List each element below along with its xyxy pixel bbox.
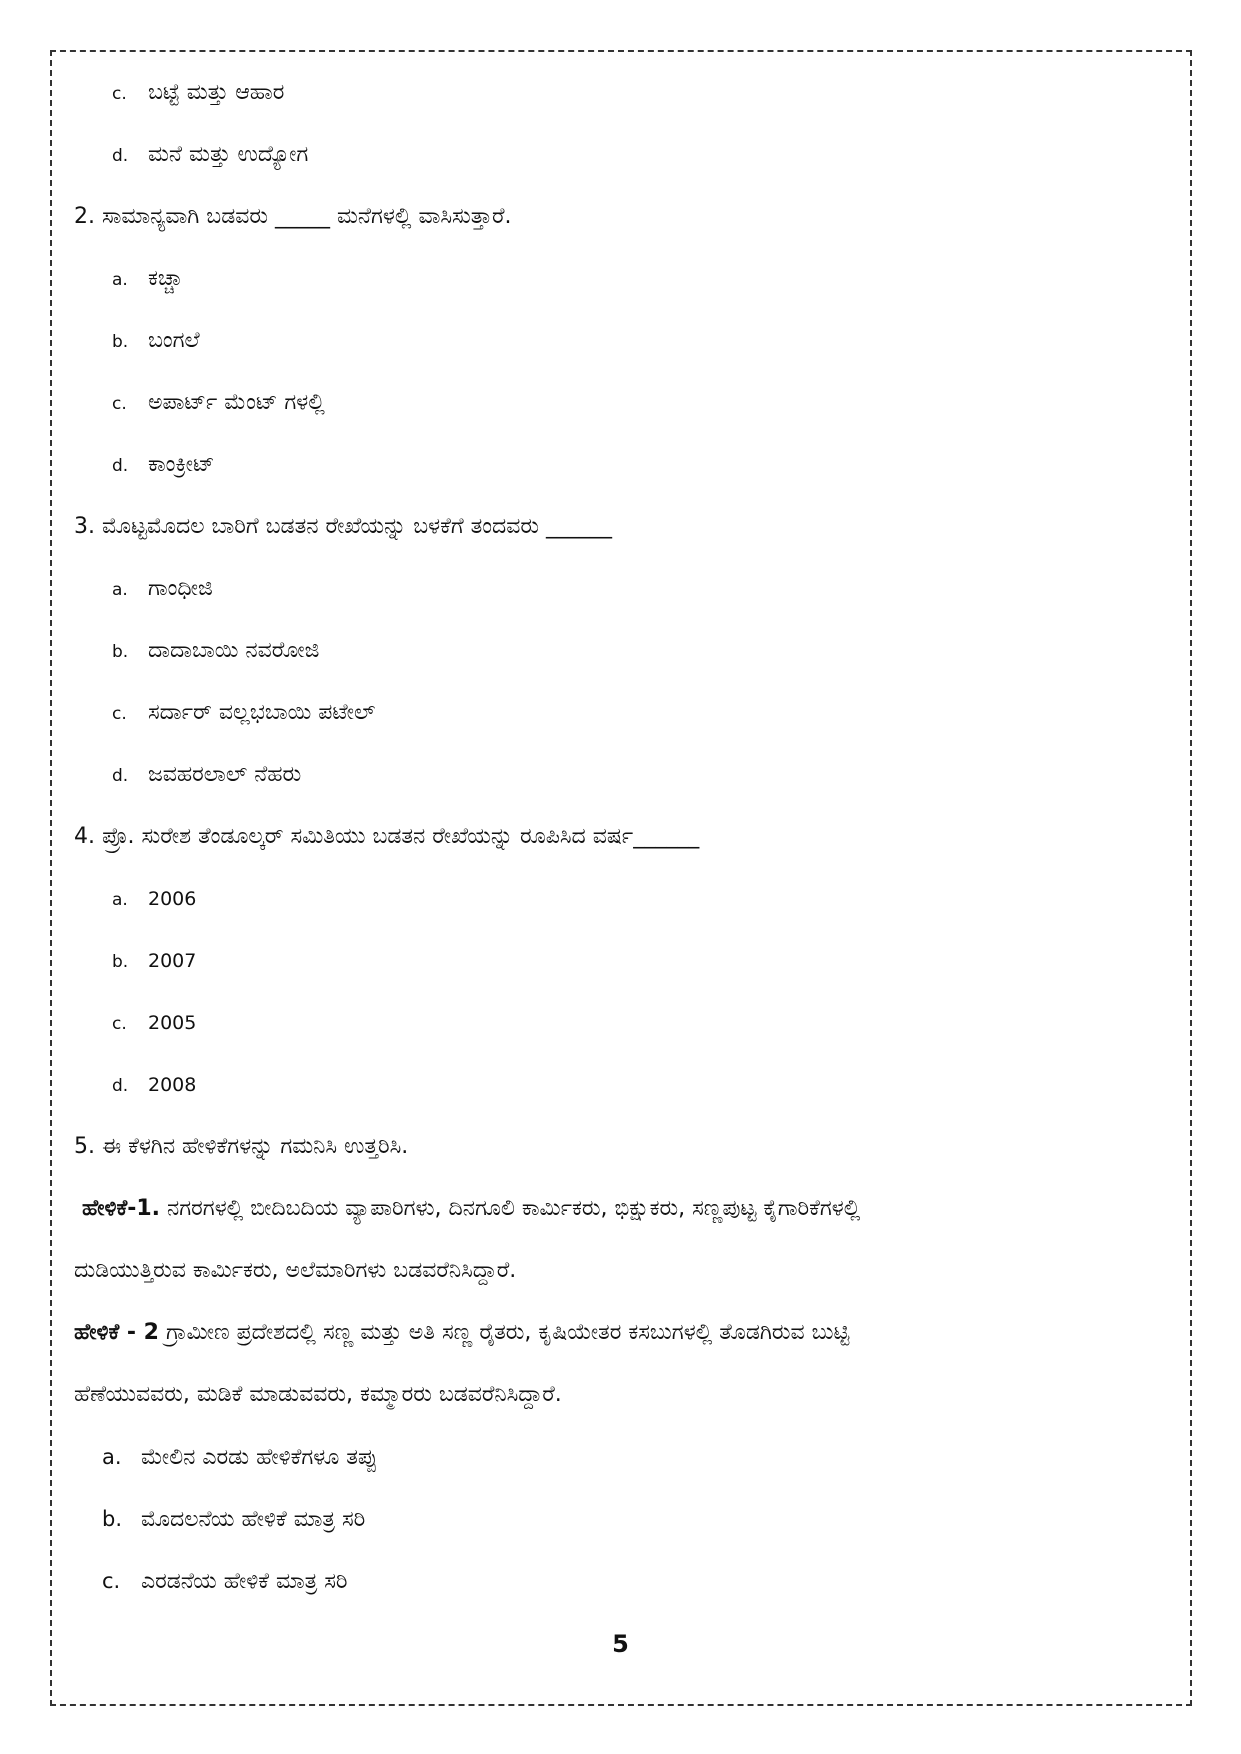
option-text: ಜವಹರಲಾಲ್ ನೆಹರು xyxy=(148,762,302,787)
option-letter: d. xyxy=(112,456,129,476)
option-letter: a. xyxy=(112,270,128,290)
option-text: ಕಾಂಕ್ರೀಟ್ xyxy=(148,452,215,477)
option-letter: c. xyxy=(112,704,127,724)
option-text: ಬಂಗಲೆ xyxy=(148,328,200,353)
option-text: ಗಾಂಧೀಜಿ xyxy=(148,576,213,601)
option-letter: b. xyxy=(102,1507,123,1531)
q3-option-a xyxy=(112,574,213,605)
statement-2-text: ಗ್ರಾಮೀಣ ಪ್ರದೇಶದಲ್ಲಿ ಸಣ್ಣ ಮತ್ತು ಅತಿ ಸಣ್ಣ ರೈತರು, ಕೃಷಿಯೇತರ ಕಸಬುಗಳಲ್ಲಿ ತೊಡಗಿರುವ ಬುಟ್ಟಿ xyxy=(159,1320,850,1345)
option-letter: c. xyxy=(112,84,127,104)
q3-option-c xyxy=(112,698,375,729)
option-text: ಅಪಾರ್ಟ್ ಮೆಂಟ್ ಗಳಲ್ಲಿ xyxy=(148,390,325,415)
option-text: ಬಟ್ಟೆ ಮತ್ತು ಆಹಾರ xyxy=(148,80,285,105)
option-text: ಮೊದಲನೆಯ ಹೇಳಿಕೆ ಮಾತ್ರ ಸರಿ xyxy=(141,1507,366,1532)
option-text: 2006 xyxy=(148,888,197,910)
option-text: 2005 xyxy=(148,1012,197,1034)
q5-option-c xyxy=(102,1566,348,1597)
option-text: ಎರಡನೆಯ ಹೇಳಿಕೆ ಮಾತ್ರ ಸರಿ xyxy=(141,1569,348,1594)
option-text: ಮನೆ ಮತ್ತು ಉದ್ಯೋಗ xyxy=(148,142,309,167)
q2-option-a xyxy=(112,264,183,295)
question-5: 5. ಈ ಕೆಳಗಿನ ಹೇಳಿಕೆಗಳನ್ನು ಗಮನಿಸಿ ಉತ್ತರಿಸಿ. xyxy=(74,1134,409,1159)
option-letter: d. xyxy=(112,146,129,166)
option-letter: c. xyxy=(112,394,127,414)
q3-option-d xyxy=(112,760,301,791)
option-letter: d. xyxy=(112,1076,129,1096)
statement-2-line-1 xyxy=(74,1318,849,1348)
q4-option-b xyxy=(112,946,196,977)
option-text: ಮೇಲಿನ ಎರಡು ಹೇಳಿಕೆಗಳೂ ತಪ್ಪು xyxy=(141,1445,378,1470)
option-letter: a. xyxy=(102,1445,122,1469)
q2-option-b xyxy=(112,326,200,357)
option-letter: a. xyxy=(112,580,128,600)
statement-1-text: ನಗರಗಳಲ್ಲಿ ಬೀದಿಬದಿಯ ವ್ಯಾಪಾರಿಗಳು, ದಿನಗೂಲಿ ಕಾರ್ಮಿಕರು, ಭಿಕ್ಷುಕರು, ಸಣ್ಣಪುಟ್ಟ ಕೈಗಾರಿಕೆಗಳಲ್ಲಿ xyxy=(160,1196,861,1221)
option-letter: b. xyxy=(112,332,129,352)
option-text: 2007 xyxy=(148,950,197,972)
option-text: ಕಚ್ಚಾ xyxy=(148,266,183,291)
option-text: ದಾದಾಬಾಯಿ ನವರೋಜಿ xyxy=(148,638,320,663)
statement-1-label: ಹೇಳಿಕೆ-1. xyxy=(82,1196,161,1221)
question-2: 2. ಸಾಮಾನ್ಯವಾಗಿ ಬಡವರು _____ ಮನೆಗಳಲ್ಲಿ ವಾಸಿಸುತ್ತಾರೆ. xyxy=(74,204,512,229)
q4-option-d xyxy=(112,1070,196,1101)
q5-option-b xyxy=(102,1504,365,1535)
question-3: 3. ಮೊಟ್ಟಮೊದಲ ಬಾರಿಗೆ ಬಡತನ ರೇಖೆಯನ್ನು ಬಳಕೆಗೆ ತಂದವರು ______ xyxy=(74,514,613,539)
statement-1-line-2: ದುಡಿಯುತ್ತಿರುವ ಕಾರ್ಮಿಕರು, ಅಲೆಮಾರಿಗಳು ಬಡವರೆನಿಸಿದ್ದಾರೆ. xyxy=(74,1258,517,1283)
option-letter: b. xyxy=(112,642,129,662)
option-text: 2008 xyxy=(148,1074,197,1096)
option-letter: b. xyxy=(112,952,129,972)
option-letter: c. xyxy=(102,1569,121,1593)
option-letter: c. xyxy=(112,1014,127,1034)
option-letter: a. xyxy=(112,890,128,910)
q1-option-c xyxy=(112,78,284,109)
statement-2-label: ಹೇಳಿಕೆ - 2 xyxy=(74,1320,159,1345)
page-number: 5 xyxy=(612,1630,629,1658)
question-4: 4. ಪ್ರೊ. ಸುರೇಶ ತೆಂಡೂಲ್ಕರ್ ಸಮಿತಿಯು ಬಡತನ ರೇಖೆಯನ್ನು ರೂಪಿಸಿದ ವರ್ಷ______ xyxy=(74,824,700,849)
q3-option-b xyxy=(112,636,319,667)
q1-option-d xyxy=(112,140,308,171)
q2-option-d xyxy=(112,450,215,481)
q4-option-a xyxy=(112,884,196,915)
option-letter: d. xyxy=(112,766,129,786)
q4-option-c xyxy=(112,1008,196,1039)
statement-2-line-2: ಹೆಣೆಯುವವರು, ಮಡಿಕೆ ಮಾಡುವವರು, ಕಮ್ಮಾರರು ಬಡವರೆನಿಸಿದ್ದಾರೆ. xyxy=(74,1382,562,1407)
q5-option-a xyxy=(102,1442,378,1473)
q2-option-c xyxy=(112,388,325,419)
option-text: ಸರ್ದಾರ್ ವಲ್ಲಭಬಾಯಿ ಪಟೇಲ್ xyxy=(148,700,376,725)
statement-1-line-1 xyxy=(82,1194,860,1224)
